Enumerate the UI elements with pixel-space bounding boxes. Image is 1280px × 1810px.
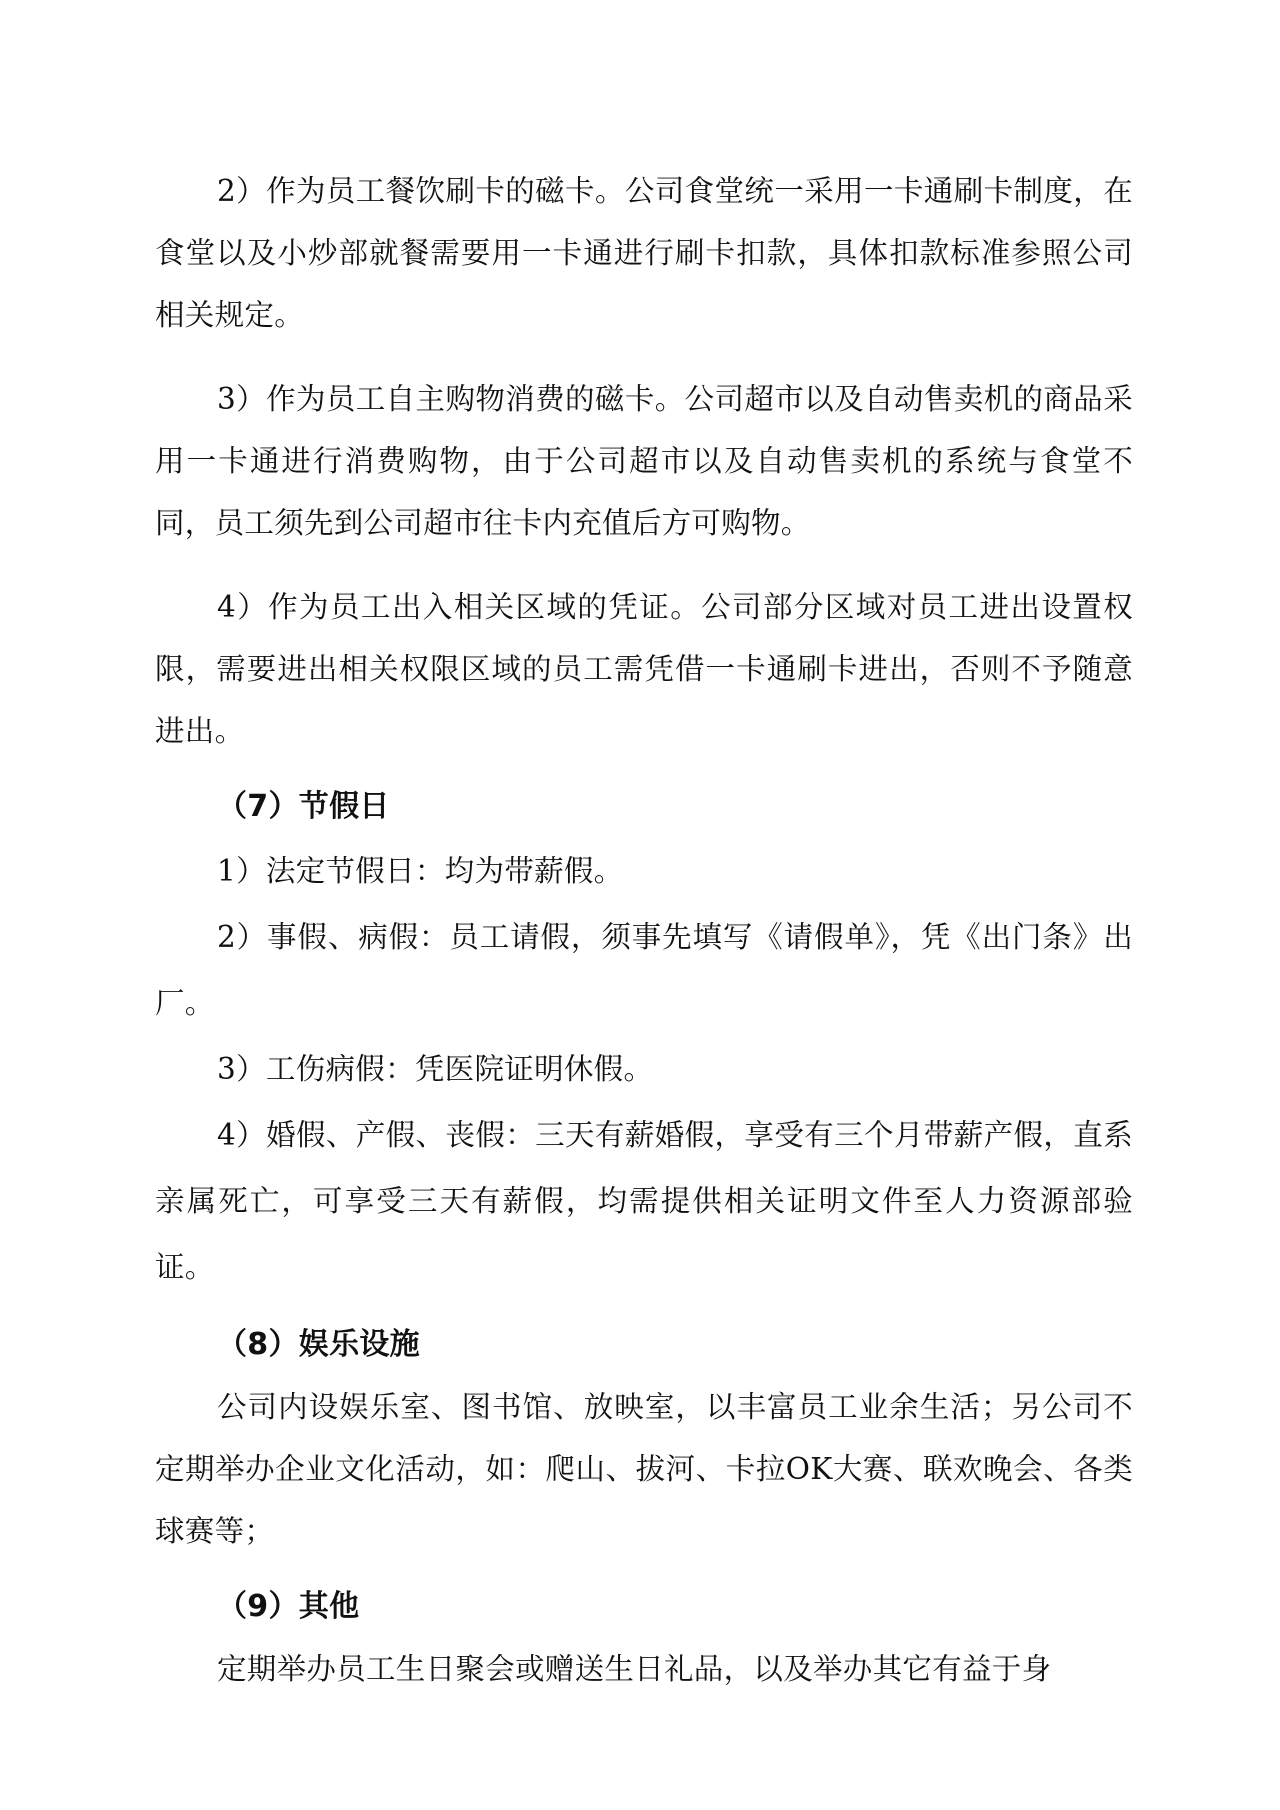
holiday-item-marriage-maternity-funeral: 4）婚假、产假、丧假：三天有薪婚假，享受有三个月带薪产假，直系亲属死亡，可享受三天有薪假，均需提供相关证明文件至人力资源部验证。 <box>155 1118 1133 1284</box>
paragraph-access-card: 4）作为员工出入相关区域的凭证。公司部分区域对员工进出设置权限，需要进出相关权限区域的员工需凭借一卡通刷卡进出，否则不予随意进出。 <box>155 590 1133 748</box>
document-body <box>155 160 1133 1700</box>
paragraph-shopping-card: 3）作为员工自主购物消费的磁卡。公司超市以及自动售卖机的商品采用一卡通进行消费购物，由于公司超市以及自动售卖机的系统与食堂不同，员工须先到公司超市往卡内充值后方可购物。 <box>155 382 1133 540</box>
paragraph-entertainment: 公司内设娱乐室、图书馆、放映室，以丰富员工业余生活；另公司不定期举办企业文化活动，如：爬山、拔河、卡拉OK大赛、联欢晚会、各类球赛等； <box>155 1390 1133 1548</box>
paragraph-meal-card: 2）作为员工餐饮刷卡的磁卡。公司食堂统一采用一卡通刷卡制度，在食堂以及小炒部就餐需要用一卡通进行刷卡扣款，具体扣款标准参照公司相关规定。 <box>155 174 1133 332</box>
section-heading-entertainment: （8）娱乐设施 <box>217 1327 420 1362</box>
section-heading-holidays: （7）节假日 <box>217 789 390 824</box>
paragraph-other: 定期举办员工生日聚会或赠送生日礼品，以及举办其它有益于身 <box>217 1652 1052 1686</box>
holiday-item-personal-sick: 2）事假、病假：员工请假，须事先填写《请假单》，凭《出门条》出厂。 <box>155 920 1133 1020</box>
section-heading-other: （9）其他 <box>217 1589 360 1624</box>
holiday-item-injury: 3）工伤病假：凭医院证明休假。 <box>217 1052 654 1086</box>
holiday-item-statutory: 1）法定节假日：均为带薪假。 <box>217 854 624 888</box>
